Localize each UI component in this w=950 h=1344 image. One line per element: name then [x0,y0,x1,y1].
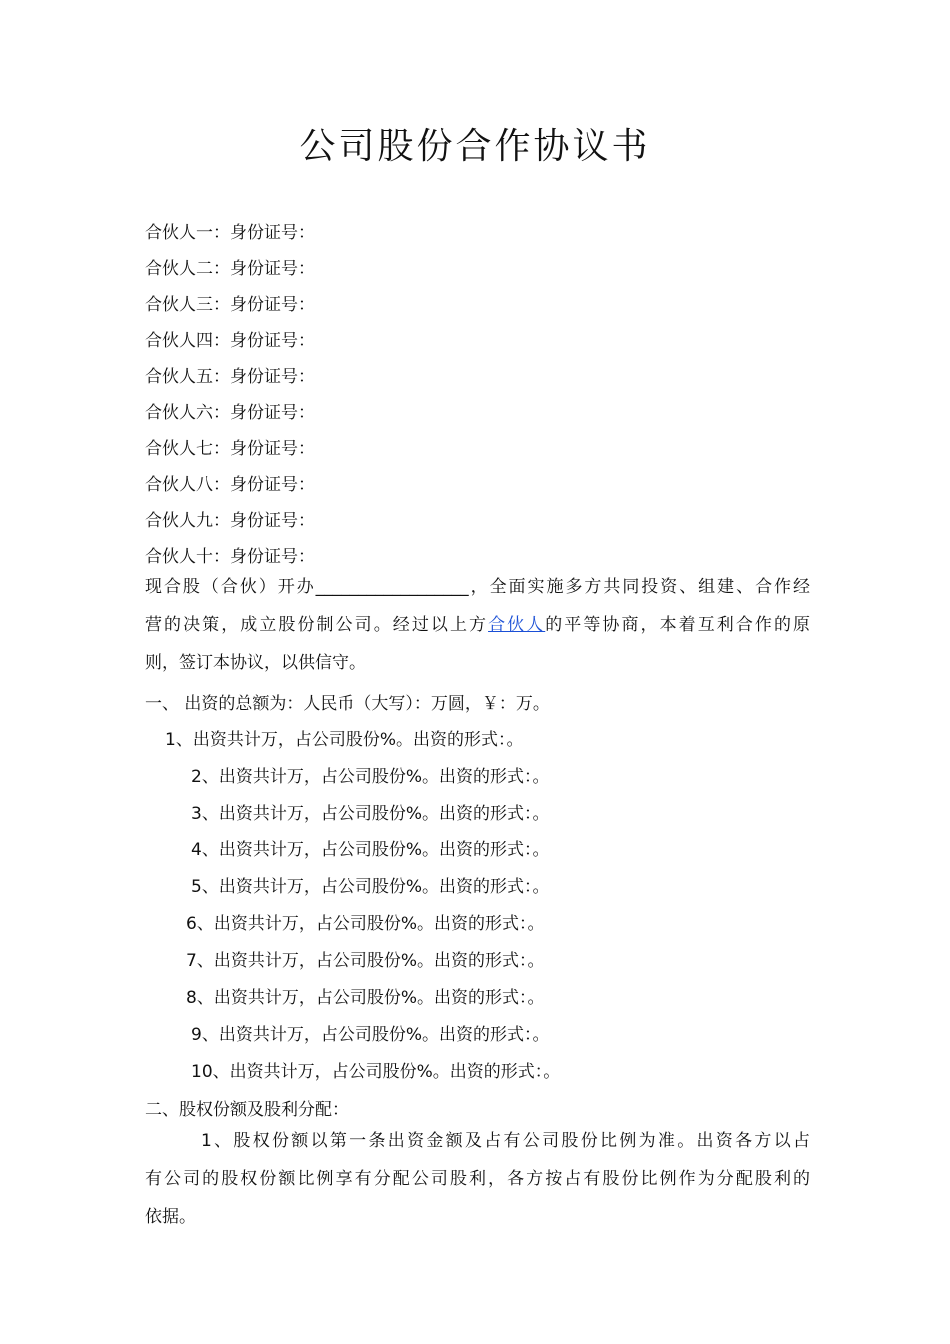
intro-line-1: 现合股（合伙）开办__________________，全面实施多方共同投资、组建、合作经 [145,577,810,597]
section-2-line-3: 依据。 [145,1207,196,1227]
contribution-item-1: 1、出资共计万，占公司股份%。出资的形式：。 [165,730,524,750]
contribution-item-3: 3、出资共计万，占公司股份%。出资的形式：。 [191,804,550,824]
intro-line-2-before: 营的决策，成立股份制公司。经过以上方 [145,615,489,635]
partner-line-3: 合伙人三：身份证号： [145,295,315,315]
intro-paragraph [145,568,810,682]
partner-line-8: 合伙人八：身份证号： [145,475,315,495]
section-1-heading: 一、 出资的总额为：人民币（大写）：万圆，￥：万。 [145,694,550,714]
section-2-paragraph [145,1122,810,1236]
document-title: 公司股份合作协议书 [299,126,651,167]
section-2-line-1: 1、股权份额以第一条出资金额及占有公司股份比例为准。出资各方以占 [201,1131,810,1151]
section-2-line-2: 有公司的股权份额比例享有分配公司股利，各方按占有股份比例作为分配股利的 [145,1169,810,1189]
contribution-item-9: 9、出资共计万，占公司股份%。出资的形式：。 [191,1025,550,1045]
contribution-item-5: 5、出资共计万，占公司股份%。出资的形式：。 [191,877,550,897]
partner-line-9: 合伙人九：身份证号： [145,511,315,531]
partner-link[interactable]: 合伙人 [488,615,546,635]
contribution-item-4: 4、出资共计万，占公司股份%。出资的形式：。 [191,840,550,860]
partner-line-6: 合伙人六：身份证号： [145,403,315,423]
contribution-item-8: 8、出资共计万，占公司股份%。出资的形式：。 [186,988,545,1008]
partner-line-10: 合伙人十：身份证号： [145,547,315,567]
contribution-item-7: 7、出资共计万，占公司股份%。出资的形式：。 [186,951,545,971]
partner-line-1: 合伙人一：身份证号： [145,223,315,243]
contribution-item-6: 6、出资共计万，占公司股份%。出资的形式：。 [186,914,545,934]
partner-line-7: 合伙人七：身份证号： [145,439,315,459]
contribution-item-2: 2、出资共计万，占公司股份%。出资的形式：。 [191,767,550,787]
partner-line-5: 合伙人五：身份证号： [145,367,315,387]
intro-line-2-after: 的平等协商，本着互利合作的原 [545,615,811,635]
intro-line-3: 则，签订本协议，以供信守。 [145,653,366,673]
intro-line-2 [145,606,810,644]
partner-line-2: 合伙人二：身份证号： [145,259,315,279]
contribution-item-10: 10、出资共计万，占公司股份%。出资的形式：。 [191,1062,561,1082]
section-2-heading: 二、股权份额及股利分配： [145,1100,349,1120]
partner-line-4: 合伙人四：身份证号： [145,331,315,351]
